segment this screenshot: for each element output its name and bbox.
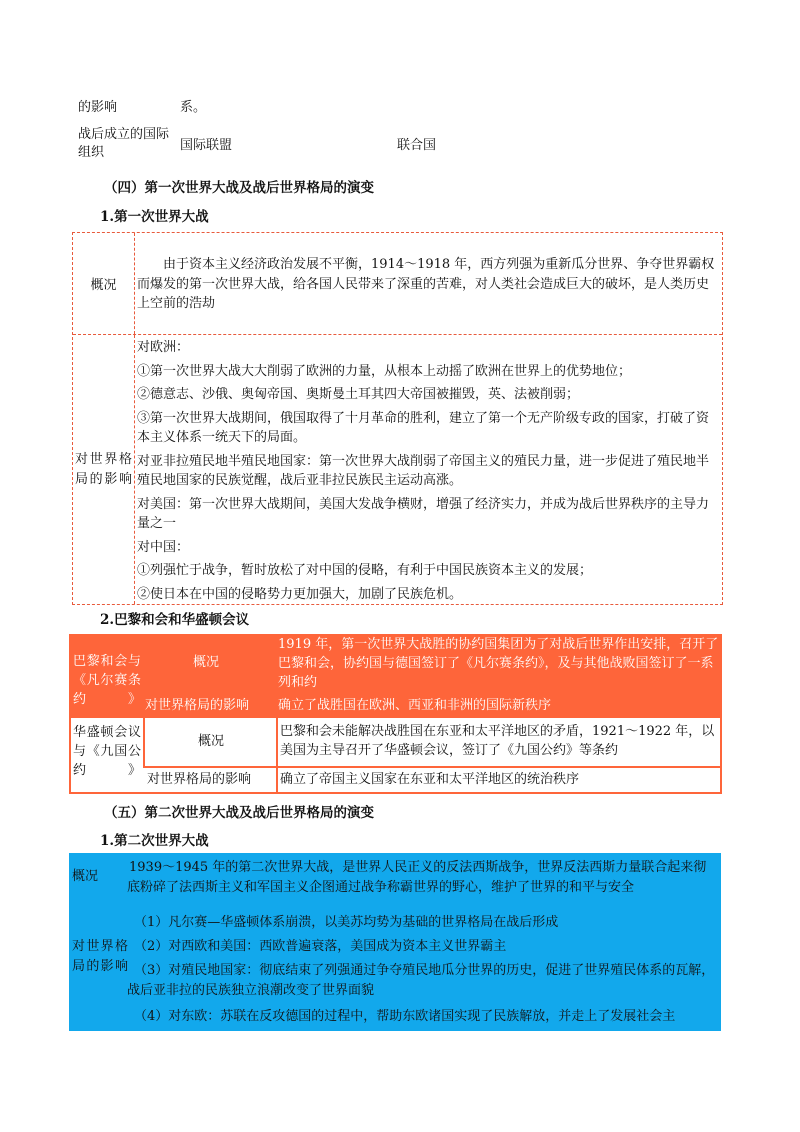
section5-heading: （五）第二次世界大战及战后世界格局的演变 (104, 805, 374, 821)
wwi-overview-row (73, 233, 722, 334)
wwi-impact-line: ②德意志、沙俄、奥匈帝国、奥斯曼土耳其四大帝国被摧毁，英、法被削弱； (137, 387, 580, 402)
wwi-impact-line: ③第一次世界大战期间，俄国取得了十月革命的胜利，建立了第一个无产阶级专政的国家，打破了资本主义体系一统天下的局面。 (137, 410, 710, 445)
top-row2-col3: 联合国 (397, 138, 437, 153)
wwi-table (72, 232, 723, 605)
paris-block (69, 634, 722, 718)
wwi-impact-cell (135, 335, 722, 604)
top-row1-col2: 系。 (180, 100, 207, 115)
wwi-overview-label: 概况 (73, 233, 135, 334)
paris-overview-label: 概况 (193, 655, 220, 670)
wwii-table (69, 853, 721, 1031)
washington-overview-label: 概况 (198, 734, 225, 749)
wwi-impact-line: ①列强忙于战争，暂时放松了对中国的侵略，有利于中国民族资本主义的发展； (137, 563, 593, 578)
wwi-impact-line: ②使日本在中国的侵略势力更加强大，加剧了民族危机。 (137, 586, 463, 602)
divider (143, 766, 720, 768)
paris-overview-text: 1919 年，第一次世界大战胜的协约国集团为了对战后世界作出安排，召开了巴黎和会，协约国与德国签订了《凡尔赛条约》，及与其他战败国签订了一系列和约 (278, 637, 719, 690)
paris-impact-label: 对世界格局的影响 (145, 698, 250, 713)
wwi-impact-line: ①第一次世界大战大大削弱了欧洲的力量，从根本上动摇了欧洲在世界上的优势地位； (137, 363, 632, 379)
section5-sub1: 1.第二次世界大战 (100, 833, 209, 849)
washington-label: 华盛顿会议与《九国公约》 (73, 725, 141, 778)
wwii-impact-label: 对世界格局的影响 (72, 939, 128, 974)
wwi-impact-line: 对中国： (137, 539, 190, 555)
wwi-impact-line: 对欧洲： (137, 340, 190, 355)
washington-overview-text: 巴黎和会未能解决战胜国在东亚和太平洋地区的矛盾，1921～1922 年，以美国为主导召开了华盛顿会议，签订了《九国公约》等条约 (280, 724, 715, 758)
section4-heading: （四）第一次世界大战及战后世界格局的演变 (104, 180, 374, 196)
washington-impact-label: 对世界格局的影响 (147, 772, 252, 787)
wwi-overview-cell (135, 233, 722, 334)
wwii-impact-line: （1）凡尔赛—华盛顿体系崩溃，以美苏均势为基础的世界格局在战后形成 (134, 915, 559, 930)
wwi-overview-text: 由于资本主义经济政治发展不平衡，1914～1918 年，西方列强为重新瓜分世界、争夺世界霸权而爆发的第一次世界大战，给各国人民带来了深重的苦难，对人类社会造成巨大的破坏，是人类历史上空前的浩劫 (137, 257, 715, 311)
wwi-impact-line: 对美国：第一次世界大战期间，美国大发战争横财，增强了经济实力，并成为战后世界秩序的主导力量之一 (137, 496, 710, 531)
section4-sub1: 1.第一次世界大战 (100, 209, 209, 225)
wwii-overview-label: 概况 (72, 869, 99, 884)
wwii-overview-text: 1939～1945 年的第二次世界大战，是世界人民正义的反法西斯战争，世界反法西斯力量联合起来彻底粉碎了法西斯主义和军国主义企图通过战争称霸世界的野心，维护了世界的和平与安全 (127, 860, 707, 895)
paris-label: 巴黎和会与《凡尔赛条约》 (73, 654, 141, 707)
washington-impact-text: 确立了帝国主义国家在东亚和太平洋地区的统治秩序 (280, 772, 580, 787)
divider (276, 718, 278, 792)
wwii-impact-line: （2）对西欧和美国：西欧普遍衰落，美国成为资本主义世界霸主 (134, 939, 507, 954)
wwii-impact-line: （3）对殖民地国家：彻底结束了列强通过争夺殖民地瓜分世界的历史，促进了世界殖民体系的瓦解，战后亚非拉的民族独立浪潮改变了世界面貌 (127, 963, 715, 998)
divider (143, 718, 145, 766)
section4-sub2: 2.巴黎和会和华盛顿会议 (100, 612, 250, 628)
wwi-impact-row (73, 334, 722, 604)
wwi-impact-line: 对亚非拉殖民地半殖民地国家：第一次世界大战削弱了帝国主义的殖民力量，进一步促进了殖民地半殖民地国家的民族觉醒，战后亚非拉民族民主运动高涨。 (137, 453, 710, 488)
paris-washington-table (69, 634, 722, 794)
wwi-impact-label: 对世界格局的影响 (73, 335, 135, 604)
washington-block (69, 718, 722, 794)
paris-impact-text: 确立了战胜国在欧洲、西亚和非洲的国际新秩序 (278, 698, 552, 713)
top-row2-col2: 国际联盟 (180, 138, 233, 153)
wwii-impact-line: （4）对东欧：苏联在反攻德国的过程中，帮助东欧诸国实现了民族解放，并走上了发展社会主 (134, 1009, 676, 1024)
top-row1-col1: 的影响 (78, 100, 118, 115)
top-row2-col1: 战后成立的国际组织 (78, 127, 170, 160)
